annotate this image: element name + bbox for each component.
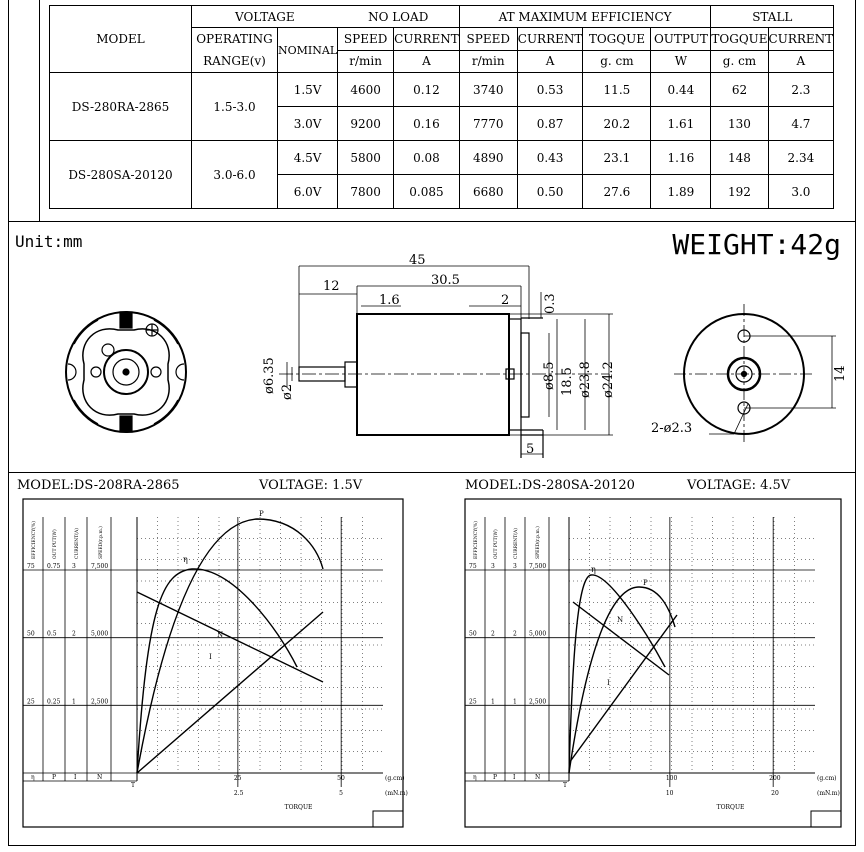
current-tick: 1 — [513, 698, 517, 706]
x-tick-gcm: 100 — [665, 775, 678, 782]
dim-0-3: 0.3 — [543, 293, 558, 314]
curve-voltage-title: VOLTAGE: 4.5V — [687, 478, 791, 493]
axis-column-label: EFFICIENCY(%) — [32, 521, 37, 559]
eta-curve-mark: η — [591, 565, 596, 574]
hdr-stall: STALL — [711, 6, 834, 28]
dim-2: 2 — [501, 293, 510, 308]
hdr-me-torque: TOGQUE — [583, 28, 651, 51]
bottom-axis-symbol: N — [97, 774, 103, 781]
curve-panel — [17, 478, 408, 827]
speed-tick: 7,500 — [529, 563, 547, 570]
curve-panel — [465, 478, 841, 827]
current-line — [569, 615, 677, 763]
datasheet-frame — [8, 0, 856, 846]
axis-column-label: OUT PUT(W) — [494, 529, 499, 559]
row-me-output: 1.89 — [651, 175, 711, 209]
row-me-speed: 4890 — [459, 141, 517, 175]
row-me-current: 0.50 — [517, 175, 583, 209]
row-nl-current: 0.085 — [394, 175, 460, 209]
hdr-st-torque: TOGQUE — [711, 28, 768, 51]
row-range: 3.0-6.0 — [192, 141, 278, 209]
x-tick-gcm: 50 — [337, 775, 345, 782]
x-unit-gcm: (g.cm) — [817, 775, 837, 782]
row-st-current: 4.7 — [768, 107, 834, 141]
axis-column-label: SPEED(r.p.m.) — [536, 526, 541, 559]
bottom-axis-symbol: N — [535, 774, 541, 781]
row-nl-speed: 9200 — [338, 107, 394, 141]
curve-frame — [23, 499, 403, 827]
axis-column-label: EFFICIENCY(%) — [474, 521, 479, 559]
row-nominal: 4.5V — [278, 141, 338, 175]
row-me-speed: 7770 — [459, 107, 517, 141]
torque-origin-mark: T — [563, 782, 568, 789]
torque-origin-mark: T — [131, 782, 136, 789]
hdr-me-speed: SPEED — [459, 28, 517, 51]
row-nl-speed: 5800 — [338, 141, 394, 175]
dim-18-5: 18.5 — [560, 367, 575, 396]
x-unit-mnm: (mN.m) — [817, 790, 840, 797]
x-axis-label: TORQUE — [284, 804, 313, 811]
front-view — [66, 312, 186, 432]
dim-24-2: ø24.2 — [601, 361, 616, 398]
axis-column-label: SPEED(r.p.m.) — [99, 526, 104, 559]
row-nl-speed: 7800 — [338, 175, 394, 209]
unit-label: Unit:mm — [15, 232, 83, 251]
current-tick: 2 — [513, 630, 517, 638]
dim-holes: 2-ø2.3 — [651, 421, 693, 436]
output-tick: 0.25 — [47, 698, 61, 706]
row-nl-current: 0.16 — [394, 107, 460, 141]
i-curve-mark: I — [209, 653, 212, 661]
unit-me-speed: r/min — [459, 50, 517, 73]
row-me-torque: 11.5 — [583, 73, 651, 107]
row-nominal: 1.5V — [278, 73, 338, 107]
current-tick: 2 — [72, 630, 76, 638]
efficiency-tick: 50 — [27, 630, 35, 638]
row-st-torque: 148 — [711, 141, 768, 175]
x-unit-mnm: (mN.m) — [385, 790, 408, 797]
i-curve-mark: I — [607, 679, 610, 687]
dim-12: 12 — [323, 279, 340, 294]
unit-me-current: A — [517, 50, 583, 73]
x-axis-label: TORQUE — [716, 804, 745, 811]
hdr-nl-speed: SPEED — [338, 28, 394, 51]
unit-me-torque: g. cm — [583, 50, 651, 73]
row-st-torque: 62 — [711, 73, 768, 107]
dimension-lines — [287, 266, 613, 454]
row-nominal: 3.0V — [278, 107, 338, 141]
performance-curves — [9, 473, 855, 845]
hdr-nl-current: CURRENT — [394, 28, 460, 51]
weight-label: WEIGHT:42g — [672, 228, 841, 261]
speed-tick: 7,500 — [91, 563, 109, 570]
n-curve-mark: N — [617, 616, 624, 624]
hdr-model: MODEL — [50, 6, 192, 73]
row-me-current: 0.43 — [517, 141, 583, 175]
hdr-voltage: VOLTAGE — [192, 6, 338, 28]
spec-table — [49, 5, 834, 209]
n-curve-mark: N — [217, 631, 224, 639]
bottom-axis-symbol: I — [513, 774, 516, 781]
dim-30-5: 30.5 — [431, 273, 460, 288]
current-tick: 3 — [72, 563, 76, 570]
efficiency-tick: 50 — [469, 630, 477, 638]
x-tick-gcm: 200 — [769, 775, 781, 782]
p-curve-mark: P — [259, 510, 264, 518]
output-tick: 2 — [491, 630, 495, 638]
x-tick-mnm: 5 — [339, 790, 344, 797]
row-me-torque: 23.1 — [583, 141, 651, 175]
row-me-current: 0.87 — [517, 107, 583, 141]
efficiency-tick: 25 — [27, 698, 35, 706]
unit-st-current: A — [768, 50, 834, 73]
efficiency-tick: 75 — [469, 563, 477, 570]
bottom-axis-symbol: η — [473, 774, 477, 781]
row-st-current: 2.3 — [768, 73, 834, 107]
row-nl-current: 0.08 — [394, 141, 460, 175]
row-model: DS-280RA-2865 — [50, 73, 192, 141]
dim-5: 5 — [526, 442, 535, 457]
current-line — [137, 612, 323, 773]
current-tick: 1 — [72, 698, 76, 706]
x-tick-mnm: 10 — [665, 790, 674, 797]
row-st-torque: 192 — [711, 175, 768, 209]
efficiency-tick: 75 — [27, 563, 35, 570]
row-me-torque: 27.6 — [583, 175, 651, 209]
eta-curve-mark: η — [183, 555, 188, 564]
x-tick-mnm: 2.5 — [233, 790, 244, 797]
dim-shaft-2: ø2 — [280, 383, 295, 400]
row-st-current: 2.34 — [768, 141, 834, 175]
row-me-output: 0.44 — [651, 73, 711, 107]
row-nominal: 6.0V — [278, 175, 338, 209]
row-model: DS-280SA-20120 — [50, 141, 192, 209]
dim-45: 45 — [409, 253, 426, 268]
output-tick: 0.5 — [47, 630, 57, 638]
row-nl-current: 0.12 — [394, 73, 460, 107]
speed-tick: 5,000 — [91, 630, 109, 638]
row-me-output: 1.16 — [651, 141, 711, 175]
speed-tick: 5,000 — [529, 630, 547, 638]
hdr-me-output: OUTPUT — [651, 28, 711, 51]
dim-23-8: ø23.8 — [578, 361, 593, 398]
hdr-nominal: NOMINAL — [278, 28, 338, 73]
axis-column-label: CURRENT(A) — [75, 528, 80, 559]
dim-8-5: ø8.5 — [542, 361, 557, 390]
axis-column-label: CURRENT(A) — [514, 528, 519, 559]
row-me-current: 0.53 — [517, 73, 583, 107]
curve-model-title: MODEL:DS-208RA-2865 — [17, 478, 180, 493]
row-st-current: 3.0 — [768, 175, 834, 209]
bottom-axis-symbol: P — [52, 774, 57, 781]
row-st-torque: 130 — [711, 107, 768, 141]
row-me-speed: 3740 — [459, 73, 517, 107]
current-tick: 3 — [513, 563, 517, 570]
row-me-torque: 20.2 — [583, 107, 651, 141]
hdr-operating-range: OPERATING RANGE(v) — [192, 28, 278, 73]
bottom-axis-symbol: I — [74, 774, 77, 781]
unit-nl-speed: r/min — [338, 50, 394, 73]
efficiency-curve — [137, 569, 297, 773]
hdr-st-current: CURRENT — [768, 28, 834, 51]
axis-column-label: OUT PUT(W) — [53, 529, 58, 559]
hdr-me-current: CURRENT — [517, 28, 583, 51]
dim-6-35: ø6.35 — [262, 357, 277, 394]
speed-tick: 2,500 — [91, 698, 109, 706]
row-range: 1.5-3.0 — [192, 73, 278, 141]
output-curve — [569, 587, 675, 773]
hdr-no-load: NO LOAD — [338, 6, 460, 28]
unit-st-torque: g. cm — [711, 50, 768, 73]
x-unit-gcm: (g.cm) — [385, 775, 405, 782]
row-me-output: 1.61 — [651, 107, 711, 141]
corner-box — [373, 811, 403, 827]
speed-tick: 2,500 — [529, 698, 547, 706]
mechanical-drawing — [9, 222, 855, 472]
unit-nl-current: A — [394, 50, 460, 73]
row-me-speed: 6680 — [459, 175, 517, 209]
x-tick-mnm: 20 — [771, 790, 779, 797]
bottom-axis-symbol: η — [31, 774, 35, 781]
output-tick: 0.75 — [47, 563, 61, 570]
unit-me-output: W — [651, 50, 711, 73]
row-nl-speed: 4600 — [338, 73, 394, 107]
hdr-max-eff: AT MAXIMUM EFFICIENCY — [459, 6, 711, 28]
left-margin-line — [39, 0, 40, 221]
curve-voltage-title: VOLTAGE: 1.5V — [259, 478, 363, 493]
efficiency-tick: 25 — [469, 698, 477, 706]
corner-box — [811, 811, 841, 827]
output-tick: 1 — [491, 698, 495, 706]
dim-14: 14 — [833, 365, 848, 382]
dim-1-6: 1.6 — [379, 293, 400, 308]
output-tick: 3 — [491, 563, 495, 570]
x-tick-gcm: 25 — [233, 775, 242, 782]
curve-model-title: MODEL:DS-280SA-20120 — [465, 478, 635, 493]
speed-line — [573, 602, 669, 675]
bottom-axis-symbol: P — [493, 774, 498, 781]
end-view — [674, 304, 836, 444]
output-curve — [137, 519, 323, 773]
p-curve-mark: P — [643, 579, 648, 587]
